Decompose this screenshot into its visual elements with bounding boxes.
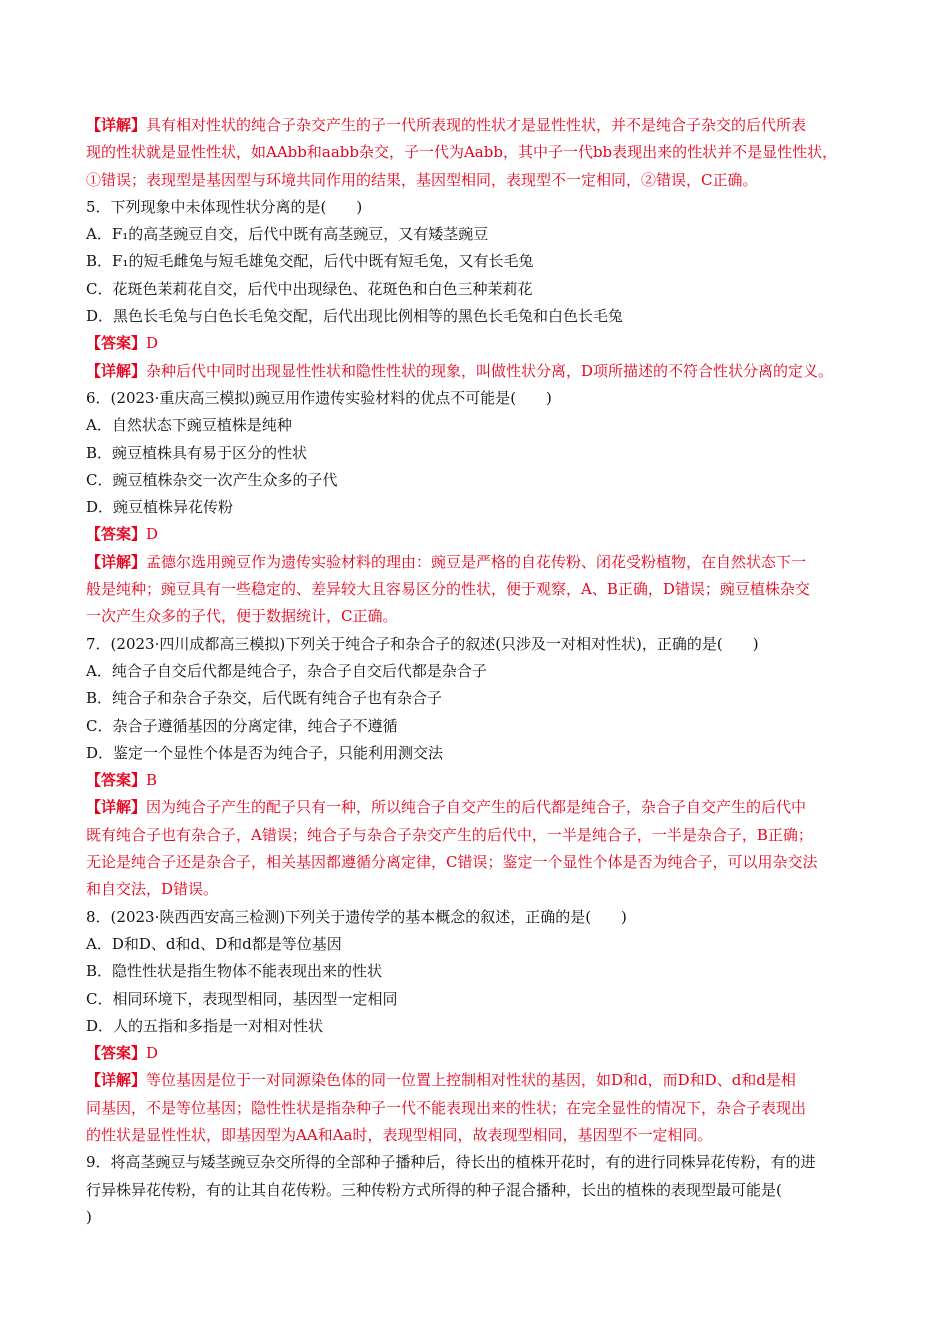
answer-line (86, 521, 876, 548)
answer-label: 【答案】 (86, 1044, 147, 1063)
answer-option: D．黑色长毛兔与白色长毛兔交配，后代出现比例相等的黑色长毛兔和白色长毛兔 (86, 307, 624, 326)
explanation-line (86, 1122, 876, 1149)
question-stem: 行异株异花传粉，有的让其自花传粉。三种传粉方式所得的种子混合播种，长出的植株的表现型最可能是( (86, 1180, 782, 1199)
explanation-line (86, 139, 876, 166)
answer-label: 【答案】 (86, 771, 147, 790)
answer-option: C．花斑色茉莉花自交，后代中出现绿色、花斑色和白色三种茉莉花 (86, 279, 533, 298)
answer-option: D．豌豆植株异花传粉 (86, 498, 234, 517)
explanation-text: 现的性状就是显性性状，如AAbb和aabb杂交，子一代为Aabb，其中子一代bb表现出来的性状并不是显性性状， (86, 143, 838, 162)
answer-label: 【答案】 (86, 334, 147, 353)
explanation-line (86, 876, 876, 903)
question-stem: 8．(2023·陕西西安高三检测)下列关于遗传学的基本概念的叙述，正确的是( ) (86, 907, 627, 926)
answer-value: D (146, 1044, 159, 1063)
answer-option: B．纯合子和杂合子杂交，后代既有纯合子也有杂合子 (86, 689, 443, 708)
explanation-line (86, 849, 876, 876)
answer-option: C．豌豆植株杂交一次产生众多的子代 (86, 470, 338, 489)
explanation-text: 孟德尔选用豌豆作为遗传实验材料的理由：豌豆是严格的自花传粉、闭花受粉植物，在自然状态下一 (146, 552, 807, 571)
explanation-label: 【详解】 (86, 798, 147, 817)
explanation-line (86, 112, 876, 139)
explanation-line (86, 576, 876, 603)
answer-option: B．隐性性状是指生物体不能表现出来的性状 (86, 962, 383, 981)
answer-label: 【答案】 (86, 525, 147, 544)
explanation-text: 和自交法，D错误。 (86, 880, 219, 899)
explanation-text: 的性状是显性性状，即基因型为AA和Aa时，表现型相同，故表现型相同，基因型不一定相同。 (86, 1125, 713, 1144)
question-stem: ) (86, 1207, 92, 1226)
answer-option: B．F₁的短毛雌兔与短毛雄兔交配，后代中既有短毛兔，又有长毛兔 (86, 252, 534, 271)
explanation-line (86, 1095, 876, 1122)
question-stem: 7．(2023·四川成都高三模拟)下列关于纯合子和杂合子的叙述(只涉及一对相对性状)，正确的是( ) (86, 634, 759, 653)
explanation-line (86, 822, 876, 849)
answer-option: B．豌豆植株具有易于区分的性状 (86, 443, 308, 462)
explanation-line (86, 1067, 876, 1094)
answer-value: D (146, 525, 159, 544)
explanation-label: 【详解】 (86, 361, 147, 380)
explanation-line (86, 603, 876, 630)
answer-option: A．D和D、d和d、D和d都是等位基因 (86, 934, 342, 953)
answer-option: D．人的五指和多指是一对相对性状 (86, 1016, 324, 1035)
explanation-label: 【详解】 (86, 552, 147, 571)
explanation-text: 一次产生众多的子代，便于数据统计，C正确。 (86, 607, 398, 626)
explanation-text: 等位基因是位于一对同源染色体的同一位置上控制相对性状的基因，如D和d，而D和D、d和d是相 (146, 1071, 796, 1090)
explanation-line (86, 358, 876, 385)
question-stem: 6．(2023·重庆高三模拟)豌豆用作遗传实验材料的优点不可能是( ) (86, 388, 552, 407)
answer-option: C．相同环境下，表现型相同，基因型一定相同 (86, 989, 398, 1008)
question-stem: 9．将高茎豌豆与矮茎豌豆杂交所得的全部种子播种后，待长出的植株开花时，有的进行同株异花传粉，有的进 (86, 1153, 816, 1172)
explanation-text: ①错误；表现型是基因型与环境共同作用的结果，基因型相同，表现型不一定相同，②错误，C正确。 (86, 170, 758, 189)
question-stem: 5．下列现象中未体现性状分离的是( ) (86, 197, 363, 216)
explanation-text: 既有纯合子也有杂合子，A错误；纯合子与杂合子杂交产生的后代中，一半是纯合子，一半是杂合子，B正确； (86, 825, 813, 844)
explanation-text: 因为纯合子产生的配子只有一种，所以纯合子自交产生的后代都是纯合子，杂合子自交产生的后代中 (146, 798, 807, 817)
explanation-text: 般是纯种；豌豆具有一些稳定的、差异较大且容易区分的性状，便于观察，A、B正确，D错误；豌豆植株杂交 (86, 580, 810, 599)
answer-line (86, 767, 876, 794)
explanation-line (86, 794, 876, 821)
answer-line (86, 1040, 876, 1067)
explanation-line (86, 167, 876, 194)
document-page (86, 112, 876, 1231)
explanation-label: 【详解】 (86, 1071, 147, 1090)
answer-line (86, 330, 876, 357)
explanation-text: 杂种后代中同时出现显性性状和隐性性状的现象，叫做性状分离，D项所描述的不符合性状分离的定义。 (146, 361, 834, 380)
explanation-text: 同基因，不是等位基因；隐性性状是指杂种子一代不能表现出来的性状；在完全显性的情况下，杂合子表现出 (86, 1098, 807, 1117)
answer-option: A．F₁的高茎豌豆自交，后代中既有高茎豌豆，又有矮茎豌豆 (86, 225, 489, 244)
answer-value: B (146, 771, 158, 790)
explanation-line (86, 549, 876, 576)
answer-option: C．杂合子遵循基因的分离定律，纯合子不遵循 (86, 716, 398, 735)
explanation-text: 具有相对性状的纯合子杂交产生的子一代所表现的性状才是显性性状，并不是纯合子杂交的后代所表 (146, 116, 807, 134)
answer-option: D．鉴定一个显性个体是否为纯合子，只能利用测交法 (86, 743, 444, 762)
answer-option: A．纯合子自交后代都是纯合子，杂合子自交后代都是杂合子 (86, 661, 487, 680)
explanation-text: 无论是纯合子还是杂合子，相关基因都遵循分离定律，C错误；鉴定一个显性个体是否为纯合子，可以用杂交法 (86, 853, 818, 872)
explanation-label: 【详解】 (86, 116, 147, 134)
answer-value: D (146, 334, 159, 353)
answer-option: A．自然状态下豌豆植株是纯种 (86, 416, 292, 435)
